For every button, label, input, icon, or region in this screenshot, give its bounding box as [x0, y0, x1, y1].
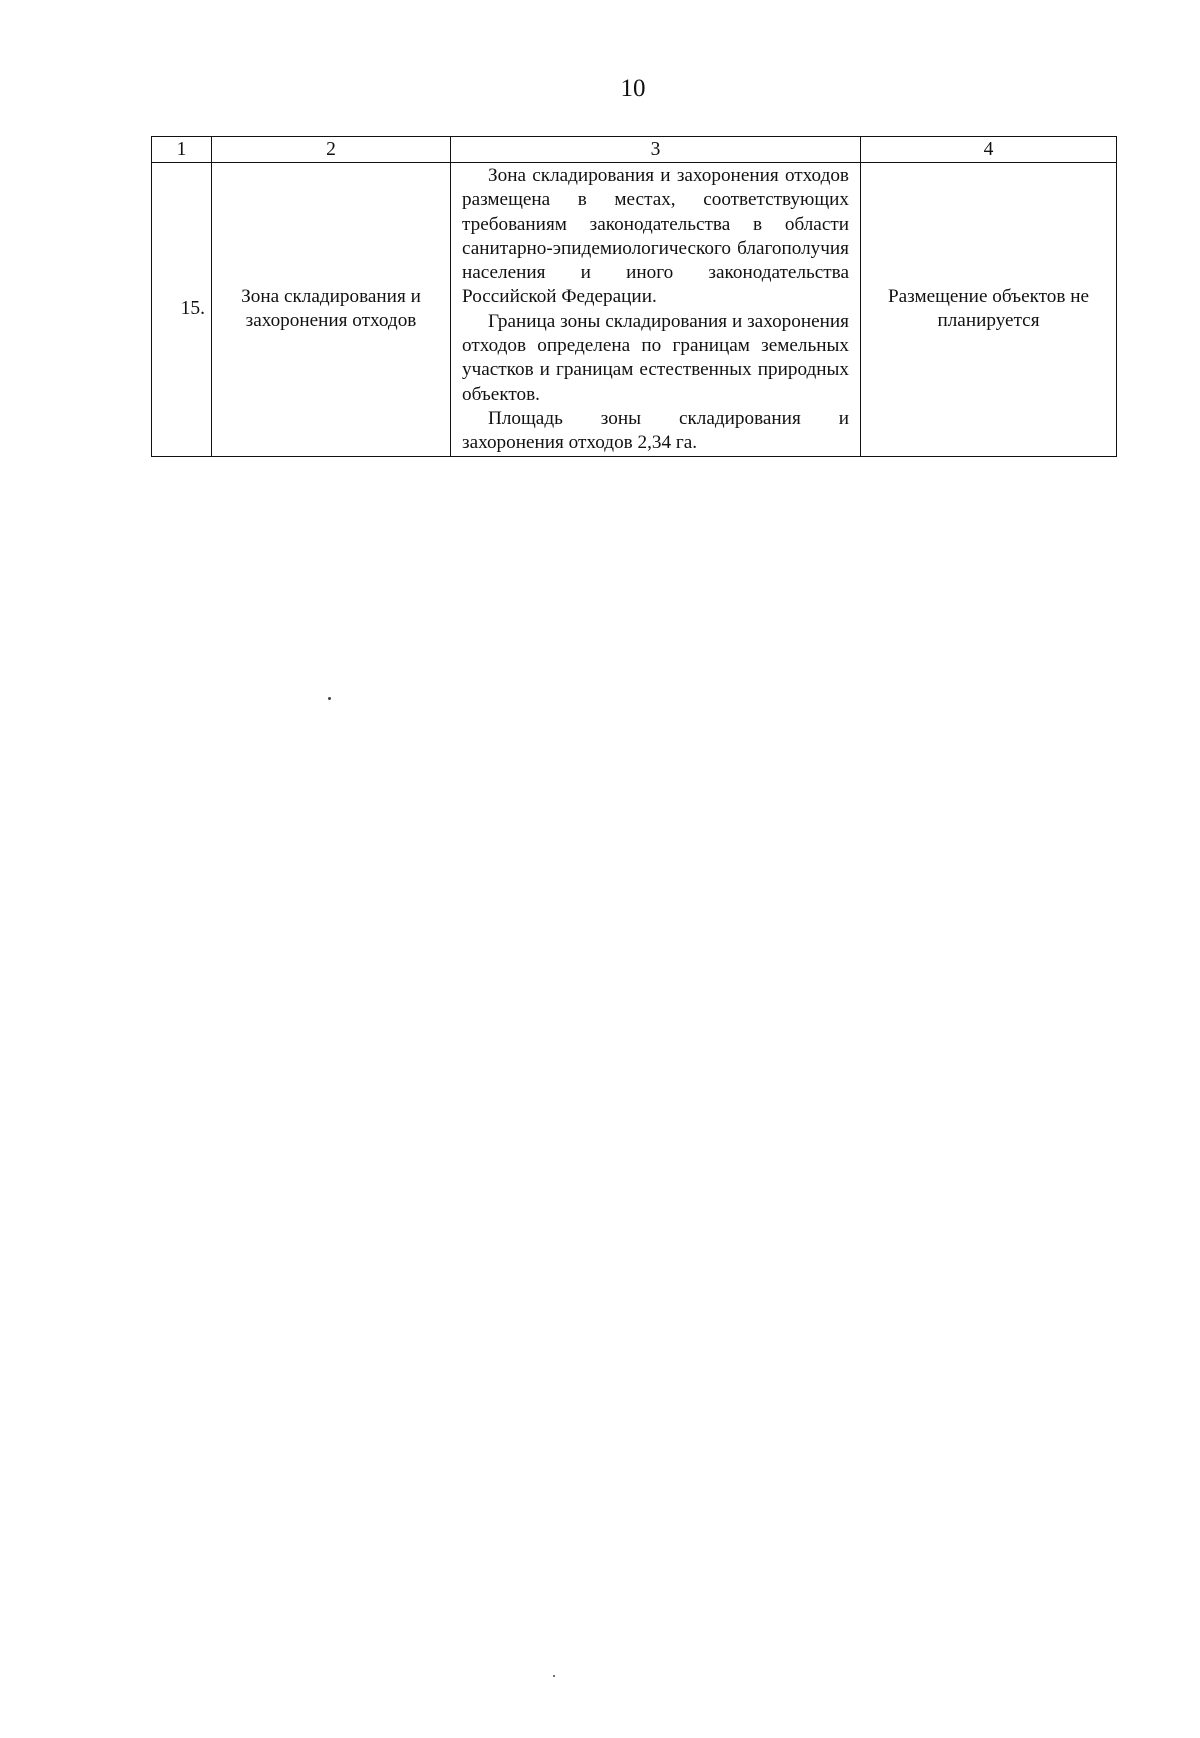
table-header-row: [152, 137, 1117, 163]
column-header: 2: [212, 137, 451, 163]
table-row: [152, 163, 1117, 457]
description-paragraph: Граница зоны складирования и захоронения отходов определена по границам земельных участков и границам естественных природных объектов.: [462, 310, 849, 405]
zone-description: [451, 163, 861, 457]
scan-speck: [328, 697, 331, 700]
zone-name: Зона складирования и захоронения отходов: [212, 163, 451, 457]
column-header: 4: [861, 137, 1117, 163]
page-number: 10: [620, 75, 646, 102]
column-header: 1: [152, 137, 212, 163]
column-header: 3: [451, 137, 861, 163]
scan-speck: [553, 1675, 555, 1677]
planning-status: Размещение объектов не планируется: [861, 163, 1117, 457]
row-number: 15.: [152, 163, 212, 457]
description-paragraph: Зона складирования и захоронения отходов размещена в местах, соответствующих требованиям законодательства в области санитарно-эпидемиологического благополучия населения и иного законодательства Российской Федерации.: [462, 165, 849, 308]
zones-table: [151, 136, 1117, 457]
description-paragraph: Площадь зоны складирования и захоронения отходов 2,34 га.: [462, 407, 849, 454]
